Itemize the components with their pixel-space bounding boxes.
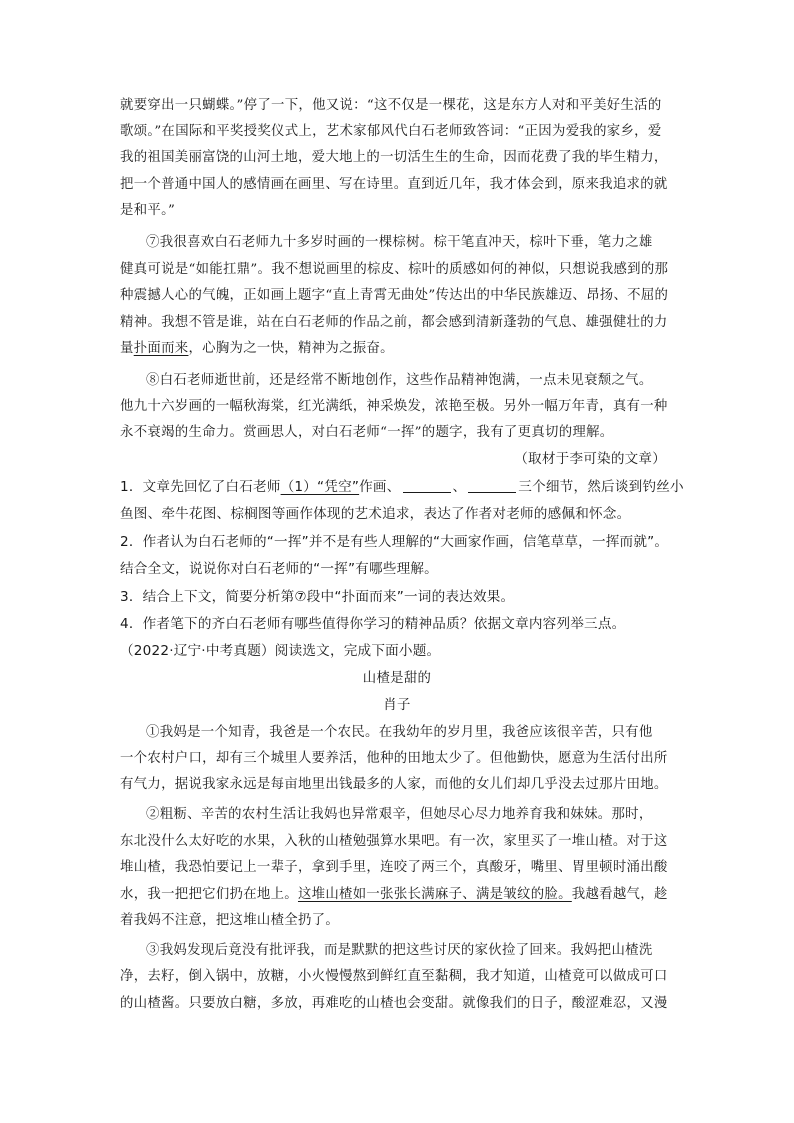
- question-text: 、: [452, 479, 467, 495]
- passage2-line: 着我妈不注意，把这堆山楂全扔了。: [120, 913, 340, 928]
- question-text: 作画、: [359, 479, 401, 495]
- passage1-line: ⑧白石老师逝世前，还是经常不断地创作，这些作品精神饱满，一点未见衰颓之气。: [146, 373, 653, 388]
- passage1-line: 种震撼人心的气魄，正如画上题字“直上青霄无曲处”传达出的中华民族雄迈、昂扬、不屈的: [120, 288, 669, 303]
- answer-blank[interactable]: [468, 480, 516, 493]
- passage2-text: 我越看越气，趁: [571, 887, 668, 902]
- passage2-author: 肖子: [383, 698, 411, 713]
- question-1-continued: 鱼图、牵牛花图、棕榈图等画作体现的艺术追求，表达了作者对老师的感佩和怀念。: [120, 506, 631, 522]
- passage2-line: 东北没什么太好吃的水果，入秋的山楂勉强算水果吧。有一次，家里买了一堆山楂。对于这: [120, 834, 668, 849]
- passage2-line: 的山楂酱。只要放白糖，多放，再难吃的山楂也会变甜。就像我们的日子，酸涩难忍，又漫: [120, 996, 668, 1011]
- passage2-line: 一个农村户口，却有三个城里人要养活，他种的田地太少了。但他勤快，愿意为生活付出所: [120, 751, 668, 766]
- passage1-line: 健真可说是“如能扛鼎”。我不想说画里的棕皮、棕叶的质感如何的神似，只想说我感到的那: [120, 262, 669, 277]
- passage1-line: 歌颂。”在国际和平奖授奖仪式上，艺术家郁风代白石老师致答词：“正因为爱我的家乡，爱: [120, 124, 662, 139]
- question-4: 4．作者笔下的齐白石老师有哪些值得你学习的精神品质？依据文章内容列举三点。: [120, 616, 626, 632]
- question-1: [120, 479, 684, 496]
- passage1-line: [120, 340, 394, 357]
- passage1-line: 永不衰竭的生命力。赏画思人，对白石老师“一挥”的题字，我有了更真切的理解。: [120, 425, 614, 440]
- passage1-line: 就要穿出一只蝴蝶。”停了一下，他又说：“这不仅是一棵花，这是东方人对和平美好生活的: [120, 98, 662, 113]
- passage2-title: 山楂是甜的: [362, 671, 432, 686]
- passage1-line: 把一个普通中国人的感情画在画里、写在诗里。直到近几年，我才体会到，原来我追求的就: [120, 177, 668, 192]
- question-2-continued: 结合全文，说说你对白石老师的“一挥”有哪些理解。: [120, 561, 438, 577]
- passage1-line: 精神。我想不管是谁，站在白石老师的作品之前，都会感到清新蓬勃的气息、雄强健壮的力: [120, 315, 668, 330]
- passage2-line: ②粗粝、辛苦的农村生活让我妈也异常艰辛，但她尽心尽力地养育我和妹妹。那时，: [146, 807, 653, 822]
- question-text: 1．文章先回忆了白石老师: [120, 479, 281, 495]
- passage2-line: 堆山楂，我恐怕要记上一辈子，拿到手里，连咬了两三个，真酸牙，嘴里、胃里顿时涌出酸: [120, 860, 668, 875]
- answer-blank[interactable]: [403, 480, 451, 493]
- underlined-answer: （1）“凭空”: [280, 479, 360, 495]
- passage2-line: ①我妈是一个知青，我爸是一个农民。在我幼年的岁月里，我爸应该很辛苦，只有他: [146, 725, 653, 740]
- passage1-text: ，心胸为之一快，精神为之振奋。: [188, 341, 394, 356]
- question-3: 3．结合上下文，简要分析第⑦段中“扑面而来”一词的表达效果。: [120, 589, 515, 605]
- reading-source-line: （2022·辽宁·中考真题）阅读选文，完成下面小题。: [120, 643, 441, 659]
- passage2-text: 水，我一把把它们扔在地上。: [120, 887, 298, 902]
- passage1-line: 我的祖国美丽富饶的山河土地，爱大地上的一切活生生的生命，因而花费了我的毕生精力，: [120, 150, 668, 165]
- question-2: 2．作者认为白石老师的“一挥”并不是有些人理解的“大画家作画，信笔草草，一挥而就”。: [120, 534, 669, 550]
- underlined-sentence: 这堆山楂如一张张长满麻子、满是皱纹的脸。: [297, 887, 572, 902]
- passage1-text: 量: [120, 341, 134, 356]
- passage1-line: ⑦我很喜欢白石老师九十多岁时画的一棵棕树。棕干笔直冲天，棕叶下垂，笔力之雄: [146, 235, 653, 250]
- passage1-source: （取材于李可染的文章）: [514, 451, 666, 467]
- passage1-line: 是和平。”: [120, 203, 176, 218]
- passage2-line: 有气力，据说我家永远是每亩地里出钱最多的人家，而他的女儿们却几乎没去过那片田地。: [120, 777, 668, 792]
- question-text: 三个细节，然后谈到钓丝小: [518, 479, 684, 495]
- passage2-line: [120, 886, 668, 903]
- passage1-line: 他九十六岁画的一幅秋海棠，红光满纸，神采焕发，浓艳至极。另外一幅万年青，真有一种: [120, 399, 668, 414]
- passage2-line: ③我妈发现后竟没有批评我，而是默默的把这些讨厌的家伙捡了回来。我妈把山楂洗: [146, 943, 653, 958]
- passage2-line: 净，去籽，倒入锅中，放糖，小火慢慢熬到鲜红直至黏稠，我才知道，山楂竟可以做成可口: [120, 969, 668, 984]
- underlined-phrase: 扑面而来: [133, 341, 189, 356]
